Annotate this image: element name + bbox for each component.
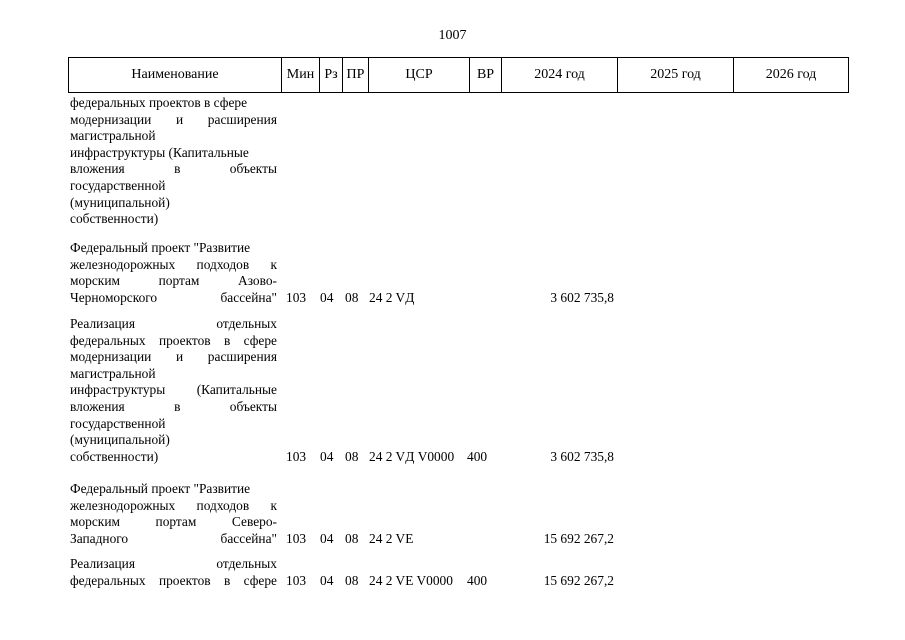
- row-rz: 04: [320, 448, 334, 464]
- row-name: [70, 95, 277, 228]
- row-pr: 08: [345, 448, 359, 464]
- row-name-line: федеральных проектов в сфере: [70, 95, 248, 110]
- row-2024: 3 602 735,8: [550, 289, 614, 305]
- row-name-line: морским портам Азово-: [70, 273, 277, 289]
- row-name-line: собственности): [70, 211, 159, 227]
- row-csr: 24 2 VД: [369, 289, 415, 305]
- row-name-line: морским портам Северо-: [70, 514, 277, 530]
- row-pr: 08: [345, 530, 359, 546]
- header-2026: 2026 год: [765, 67, 817, 82]
- row-pr: 08: [345, 572, 359, 588]
- header-2025: 2025 год: [650, 67, 701, 82]
- row-name-line: магистральной: [70, 128, 156, 144]
- row-name-line: магистральной: [70, 365, 156, 381]
- row-name-line: собственности): [70, 448, 159, 464]
- row-name-line: (муниципальной): [70, 194, 170, 210]
- row-rz: 04: [320, 530, 334, 546]
- row-name-line: (муниципальной): [70, 432, 170, 448]
- row-name-line: Западного бассейна": [70, 530, 277, 546]
- row-name-line: государственной: [70, 415, 166, 431]
- row-2024: 15 692 267,2: [543, 572, 614, 588]
- row-name: [70, 556, 277, 589]
- row-name-line: Реализация отдельных: [70, 316, 277, 331]
- header-min: Мин: [286, 67, 315, 82]
- row-csr: 24 2 VД V0000: [369, 448, 455, 464]
- row-vr: 400: [467, 448, 488, 464]
- row-name: [70, 481, 277, 547]
- row-name-line: модернизации и расширения: [70, 349, 277, 365]
- row-csr: 24 2 VE: [369, 530, 414, 546]
- header-name: Наименование: [131, 67, 219, 82]
- row-name-line: государственной: [70, 177, 166, 193]
- row-min: 103: [286, 448, 307, 464]
- row-min: 103: [286, 530, 307, 546]
- table-header: [68, 57, 849, 93]
- header-vr: ВР: [476, 67, 495, 82]
- row-min: 103: [286, 572, 307, 588]
- row-rz: 04: [320, 572, 334, 588]
- row-name-line: Реализация отдельных: [70, 556, 277, 571]
- row-pr: 08: [345, 289, 359, 305]
- header-pr: ПР: [346, 67, 365, 82]
- row-name: [70, 316, 277, 465]
- row-rz: 04: [320, 289, 334, 305]
- row-vr: 400: [467, 572, 488, 588]
- row-name-line: Федеральный проект "Развитие: [70, 481, 251, 496]
- row-name-line: вложения в объекты: [70, 161, 277, 177]
- row-name-line: железнодорожных подходов к: [70, 256, 277, 272]
- row-2024: 15 692 267,2: [543, 530, 614, 546]
- row-name-line: железнодорожных подходов к: [70, 497, 277, 513]
- row-name-line: вложения в объекты: [70, 398, 277, 414]
- row-name-line: инфраструктуры (Капитальные: [70, 382, 277, 398]
- row-name-line: Черноморского бассейна": [70, 289, 277, 305]
- row-name-line: федеральных проектов в сфере: [70, 332, 277, 348]
- row-name-line: инфраструктуры (Капитальные: [70, 144, 249, 160]
- row-name-line: федеральных проектов в сфере: [70, 572, 277, 588]
- header-rz: Рз: [324, 67, 338, 82]
- header-csr: ЦСР: [405, 67, 433, 82]
- row-name: [70, 240, 277, 306]
- row-2024: 3 602 735,8: [550, 448, 614, 464]
- row-name-line: Федеральный проект "Развитие: [70, 240, 251, 255]
- page-number: 1007: [438, 28, 467, 43]
- row-csr: 24 2 VE V0000: [369, 572, 453, 588]
- row-name-line: модернизации и расширения: [70, 111, 277, 127]
- row-min: 103: [286, 289, 307, 305]
- header-2024: 2024 год: [534, 67, 585, 82]
